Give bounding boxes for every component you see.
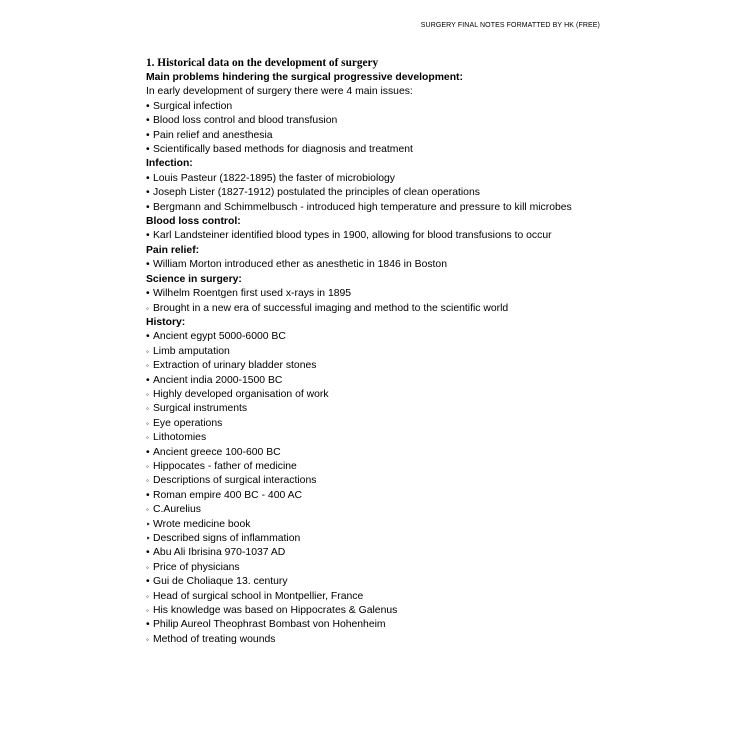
list-item bbox=[146, 129, 706, 143]
hollow-bullet-icon: ◦ bbox=[146, 433, 149, 443]
list-item bbox=[146, 532, 706, 546]
hollow-bullet-icon: ◦ bbox=[146, 389, 149, 399]
line-text: Surgical infection bbox=[153, 100, 233, 112]
line-text: Philip Aureol Theophrast Bombast von Hohenheim bbox=[153, 619, 386, 631]
list-item bbox=[146, 345, 706, 359]
hollow-bullet-icon: ◦ bbox=[146, 361, 149, 371]
bullet-icon: • bbox=[146, 547, 150, 559]
hollow-bullet-icon: ◦ bbox=[146, 591, 149, 601]
list-item bbox=[146, 431, 706, 445]
list-item bbox=[146, 402, 706, 416]
line-text: History: bbox=[146, 316, 186, 328]
line-text: Ancient india 2000-1500 BC bbox=[153, 374, 283, 386]
line-text: Roman empire 400 BC - 400 AC bbox=[153, 489, 303, 501]
bullet-icon: • bbox=[146, 619, 150, 631]
line-text: Infection: bbox=[146, 158, 193, 170]
hollow-bullet-icon: ◦ bbox=[146, 634, 149, 644]
bullet-icon: • bbox=[146, 374, 150, 386]
hollow-bullet-icon: ◦ bbox=[146, 505, 149, 515]
line-text: William Morton introduced ether as anesthetic in 1846 in Boston bbox=[153, 259, 447, 271]
paragraph-text bbox=[146, 85, 706, 99]
document-body bbox=[146, 56, 706, 647]
running-header: SURGERY FINAL NOTES FORMATTED BY HK (FREE) bbox=[420, 22, 600, 29]
list-item bbox=[146, 287, 706, 301]
line-text: Price of physicians bbox=[153, 561, 240, 573]
list-item bbox=[146, 388, 706, 402]
list-item bbox=[146, 302, 706, 316]
line-text: Bergmann and Schimmelbusch - introduced high temperature and pressure to kill microbes bbox=[153, 201, 572, 213]
line-text: Method of treating wounds bbox=[153, 633, 276, 645]
list-item bbox=[146, 201, 706, 215]
line-text: Highly developed organisation of work bbox=[153, 388, 329, 400]
line-text: Limb amputation bbox=[153, 345, 230, 357]
line-text: Wrote medicine book bbox=[153, 518, 251, 530]
list-item bbox=[146, 503, 706, 517]
line-text: Blood loss control and blood transfusion bbox=[153, 115, 338, 127]
list-item bbox=[146, 575, 706, 589]
line-text: In early development of surgery there were 4 main issues: bbox=[146, 86, 413, 98]
hollow-bullet-icon: ◦ bbox=[146, 404, 149, 414]
list-item bbox=[146, 518, 706, 532]
line-text: Gui de Choliaque 13. century bbox=[153, 576, 288, 588]
line-text: Pain relief: bbox=[146, 244, 200, 256]
line-text: Head of surgical school in Montpellier, France bbox=[153, 590, 364, 602]
bullet-icon: • bbox=[146, 331, 150, 343]
line-text: Extraction of urinary bladder stones bbox=[153, 360, 317, 372]
list-item bbox=[146, 258, 706, 272]
list-item bbox=[146, 172, 706, 186]
list-item bbox=[146, 229, 706, 243]
bullet-icon: • bbox=[146, 259, 150, 271]
line-text: Abu Ali Ibrisina 970-1037 AD bbox=[153, 547, 286, 559]
hollow-bullet-icon: ◦ bbox=[146, 606, 149, 616]
bullet-icon: • bbox=[146, 144, 150, 156]
section-heading bbox=[146, 273, 706, 287]
list-item bbox=[146, 590, 706, 604]
bullet-icon: • bbox=[146, 576, 150, 588]
line-text: Ancient greece 100-600 BC bbox=[153, 446, 281, 458]
list-item bbox=[146, 546, 706, 560]
section-heading bbox=[146, 215, 706, 229]
hollow-bullet-icon: ◦ bbox=[146, 303, 149, 313]
hollow-bullet-icon: ◦ bbox=[146, 461, 149, 471]
list-item bbox=[146, 561, 706, 575]
line-text: Ancient egypt 5000-6000 BC bbox=[153, 331, 286, 343]
line-text: Described signs of inflammation bbox=[153, 533, 301, 544]
section-heading bbox=[146, 316, 706, 330]
hollow-bullet-icon: ◦ bbox=[146, 476, 149, 486]
list-item bbox=[146, 100, 706, 114]
line-text: Scientifically based methods for diagnosis and treatment bbox=[153, 144, 413, 156]
line-text: Pain relief and anesthesia bbox=[153, 129, 273, 141]
line-text: Descriptions of surgical interactions bbox=[153, 475, 317, 487]
line-text: Main problems hindering the surgical progressive development: bbox=[146, 72, 463, 83]
hollow-bullet-icon: ◦ bbox=[146, 346, 149, 356]
notes-list bbox=[146, 71, 706, 647]
line-text: Surgical instruments bbox=[153, 403, 248, 415]
line-text: Hippocates - father of medicine bbox=[153, 460, 297, 472]
list-item bbox=[146, 330, 706, 344]
line-text: Blood loss control: bbox=[146, 216, 241, 228]
line-text: Karl Landsteiner identified blood types in 1900, allowing for blood transfusions to occur bbox=[153, 230, 552, 242]
line-text: Joseph Lister (1827-1912) postulated the principles of clean operations bbox=[153, 187, 480, 199]
list-item bbox=[146, 114, 706, 128]
bullet-icon: • bbox=[146, 201, 150, 213]
list-item bbox=[146, 359, 706, 373]
bullet-icon: • bbox=[146, 446, 150, 458]
hollow-bullet-icon: ◦ bbox=[146, 418, 149, 428]
list-item bbox=[146, 417, 706, 431]
line-text: Science in surgery: bbox=[146, 273, 242, 285]
bullet-icon: • bbox=[146, 100, 150, 112]
bullet-icon: • bbox=[146, 129, 150, 141]
list-item bbox=[146, 633, 706, 647]
line-text: Louis Pasteur (1822-1895) the faster of microbiology bbox=[153, 172, 396, 184]
list-item bbox=[146, 489, 706, 503]
line-text: His knowledge was based on Hippocrates & Galenus bbox=[153, 605, 398, 617]
list-item bbox=[146, 143, 706, 157]
line-text: Wilhelm Roentgen first used x-rays in 1895 bbox=[153, 288, 352, 300]
list-item bbox=[146, 186, 706, 200]
section-title: 1. Historical data on the development of surgery bbox=[146, 57, 379, 69]
line-text: Brought in a new era of successful imaging and method to the scientific world bbox=[153, 302, 509, 314]
line-text: Eye operations bbox=[153, 417, 223, 429]
line-text: Lithotomies bbox=[153, 432, 207, 444]
list-item bbox=[146, 460, 706, 474]
hollow-bullet-icon: ◦ bbox=[146, 562, 149, 572]
triangle-bullet-icon: ‣ bbox=[146, 519, 151, 529]
bullet-icon: • bbox=[146, 489, 150, 501]
list-item bbox=[146, 446, 706, 460]
section-heading bbox=[146, 157, 706, 171]
bullet-icon: • bbox=[146, 230, 150, 242]
list-item bbox=[146, 374, 706, 388]
list-item bbox=[146, 604, 706, 618]
list-item bbox=[146, 618, 706, 632]
bullet-icon: • bbox=[146, 288, 150, 300]
section-heading bbox=[146, 71, 706, 85]
triangle-bullet-icon: ‣ bbox=[146, 534, 151, 543]
line-text: C.Aurelius bbox=[153, 504, 201, 516]
bullet-icon: • bbox=[146, 172, 150, 184]
bullet-icon: • bbox=[146, 115, 150, 127]
section-heading bbox=[146, 244, 706, 258]
bullet-icon: • bbox=[146, 187, 150, 199]
list-item bbox=[146, 474, 706, 488]
